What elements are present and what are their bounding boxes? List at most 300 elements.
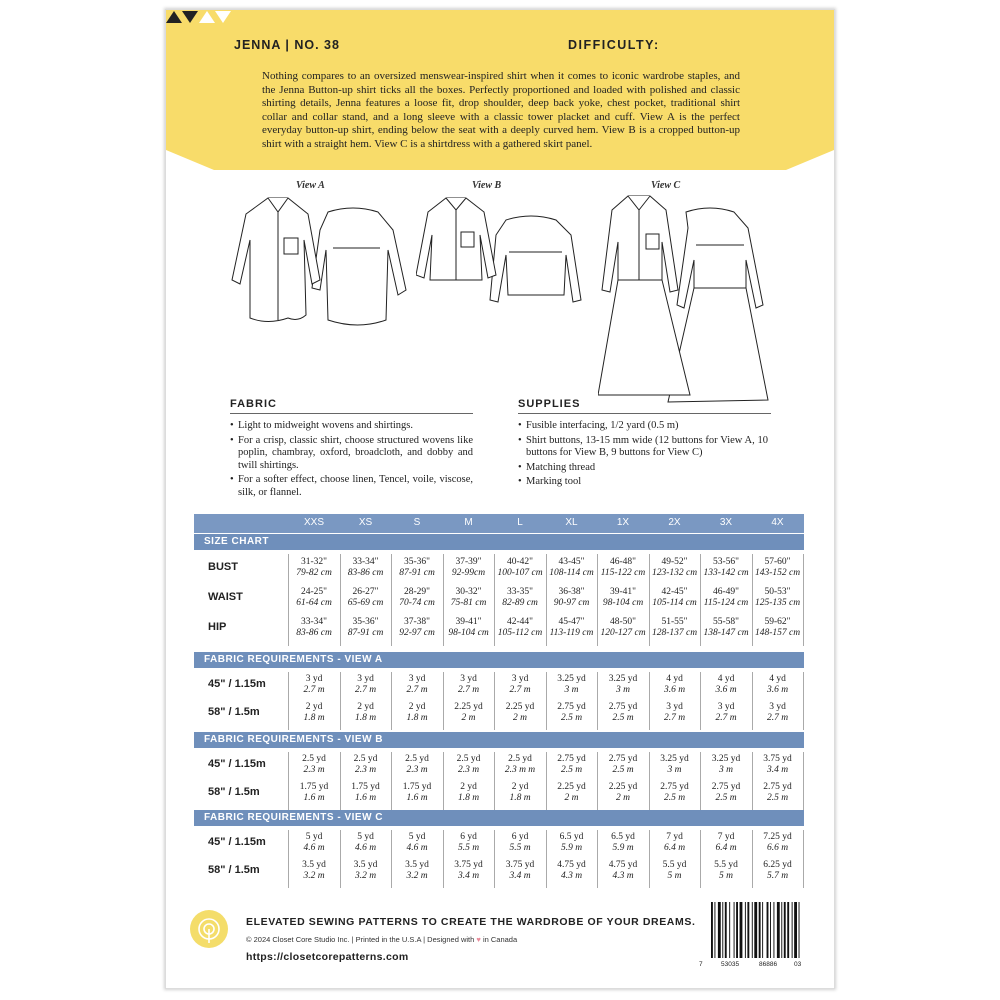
table-cell	[650, 860, 700, 882]
barcode-bar	[762, 902, 763, 958]
table-cell	[289, 860, 339, 882]
barcode-bar	[752, 902, 753, 958]
barcode-digit-suffix: 03	[794, 961, 802, 968]
barcode-bar	[770, 902, 771, 958]
size-column-header: 2X	[668, 517, 681, 528]
cell-metric-value: 125-135 cm	[754, 598, 801, 608]
barcode-bar	[734, 902, 735, 958]
table-cell	[598, 832, 648, 854]
cell-metric-value: 100-107 cm	[497, 568, 543, 578]
cell-metric-value: 4.3 m	[560, 871, 583, 881]
size-column-header: XS	[358, 517, 373, 528]
cell-metric-value: 87-91 cm	[347, 628, 384, 638]
cell-metric-value: 2 m	[616, 793, 630, 803]
cell-metric-value: 5 m	[719, 871, 733, 881]
cell-metric-value: 4.3 m	[612, 871, 634, 881]
table-cell	[289, 557, 339, 579]
table-cell	[392, 587, 442, 609]
table-cell	[547, 860, 597, 882]
table-cell	[650, 617, 700, 639]
difficulty-rating	[166, 10, 238, 24]
cell-primary-value: 39-41"	[609, 587, 637, 597]
row-label: 45" / 1.15m	[208, 836, 266, 848]
cell-metric-value: 2.7 m	[715, 713, 737, 723]
barcode-bar	[773, 902, 774, 958]
cell-primary-value: 30-32"	[455, 587, 482, 597]
cell-metric-value: 2.5 m	[663, 793, 686, 803]
section-band	[194, 810, 804, 826]
table-cell	[753, 754, 803, 776]
cell-primary-value: 4 yd	[666, 674, 683, 684]
cell-primary-value: 37-38"	[403, 617, 431, 627]
cell-metric-value: 1.6 m	[406, 793, 428, 803]
table-cell	[495, 557, 545, 579]
cell-primary-value: 42-44"	[506, 617, 534, 627]
barcode-bar	[784, 902, 786, 958]
barcode-bar	[745, 902, 746, 958]
supplies-item: • Shirt buttons, 13-15 mm wide (12 buttons for View A, 10 buttons for View B, 9 buttons for View C)	[518, 435, 768, 460]
table-cell	[444, 832, 494, 854]
section-band	[194, 534, 804, 550]
table-cell	[547, 702, 597, 724]
cell-primary-value: 2.75 yd	[763, 782, 792, 792]
cell-primary-value: 1.75 yd	[351, 782, 380, 792]
table-cell	[547, 617, 597, 639]
difficulty-filled-triangle-icon	[166, 11, 182, 23]
cell-primary-value: 51-55"	[661, 617, 688, 627]
cell-primary-value: 53-56"	[712, 557, 740, 567]
cell-metric-value: 143-152 cm	[754, 568, 801, 578]
cell-primary-value: 2 yd	[305, 702, 323, 712]
size-header-row	[194, 514, 804, 533]
cell-metric-value: 2.7 m	[354, 685, 377, 695]
barcode-bar	[759, 902, 761, 958]
barcode-bar	[754, 902, 757, 958]
row-label: BUST	[208, 561, 238, 573]
barcode-bar	[718, 902, 721, 958]
table-cell	[650, 557, 700, 579]
cell-primary-value: 2.25 yd	[454, 702, 483, 712]
table-cell	[495, 782, 545, 804]
cell-primary-value: 2.25 yd	[557, 782, 586, 792]
table-cell	[392, 557, 442, 579]
difficulty-outline-triangle-icon	[199, 11, 215, 23]
table-cell	[444, 860, 494, 882]
cell-metric-value: 2.3 m	[457, 765, 480, 775]
section-heading: FABRIC REQUIREMENTS - VIEW C	[204, 812, 384, 823]
heart-icon: ♥	[476, 935, 481, 944]
size-column-header: 3X	[719, 517, 733, 528]
cell-metric-value: 123-132 cm	[651, 568, 698, 578]
table-cell	[701, 702, 751, 724]
table-cell	[444, 702, 494, 724]
cell-metric-value: 2.7 m	[509, 685, 531, 695]
cell-primary-value: 55-58"	[712, 617, 740, 627]
cell-metric-value: 92-97 cm	[399, 628, 435, 638]
barcode-bar	[714, 902, 715, 958]
barcode-bar	[711, 902, 713, 958]
cell-metric-value: 3.2 m	[354, 871, 377, 881]
cell-primary-value: 4.75 yd	[557, 860, 586, 870]
cell-metric-value: 4.6 m	[406, 843, 428, 853]
cell-metric-value: 5.9 m	[612, 843, 634, 853]
table-cell	[495, 860, 545, 882]
section-band	[194, 652, 804, 668]
cell-metric-value: 2.5 m	[766, 793, 789, 803]
table-cell	[392, 754, 442, 776]
cell-primary-value: 2 yd	[408, 702, 426, 712]
cell-primary-value: 3.5 yd	[302, 860, 326, 870]
cell-metric-value: 3 m	[719, 765, 733, 775]
table-cell	[701, 860, 751, 882]
table-cell	[495, 702, 545, 724]
cell-primary-value: 2.75 yd	[711, 782, 741, 792]
table-cell	[444, 617, 494, 639]
cell-primary-value: 3 yd	[460, 674, 477, 684]
cell-primary-value: 59-62"	[764, 617, 791, 627]
cell-primary-value: 3 yd	[666, 702, 683, 712]
row-label: 45" / 1.15m	[208, 678, 266, 690]
copyright-text: © 2024 Closet Core Studio Inc. | Printed in the U.S.A | Designed with	[246, 935, 475, 944]
cell-primary-value: 3.25 yd	[608, 674, 638, 684]
cell-primary-value: 5.5 yd	[662, 860, 687, 870]
barcode-bar	[747, 902, 749, 958]
view-c-shirtdress-illustration	[598, 190, 778, 410]
table-cell	[650, 702, 700, 724]
cell-metric-value: 1.8 m	[354, 713, 377, 723]
cell-primary-value: 5 yd	[408, 832, 426, 842]
cell-metric-value: 2.5 m	[560, 765, 583, 775]
table-cell	[289, 617, 339, 639]
table-cell	[495, 674, 545, 696]
cell-primary-value: 3 yd	[305, 674, 323, 684]
row-label: 58" / 1.5m	[208, 864, 260, 876]
cell-metric-value: 2.3 m m	[504, 765, 536, 775]
table-cell	[289, 754, 339, 776]
cell-metric-value: 3 m	[616, 685, 630, 695]
cell-primary-value: 2 yd	[511, 782, 529, 792]
cell-metric-value: 3 m	[564, 685, 579, 695]
cell-primary-value: 50-53"	[764, 587, 791, 597]
cell-primary-value: 46-48"	[609, 557, 637, 567]
table-cell	[650, 832, 700, 854]
cell-primary-value: 3 yd	[717, 702, 735, 712]
cell-metric-value: 2.3 m	[303, 765, 325, 775]
cell-primary-value: 36-38"	[558, 587, 585, 597]
footer-tagline: ELEVATED SEWING PATTERNS TO CREATE THE WARDROBE OF YOUR DREAMS.	[246, 916, 696, 928]
cell-metric-value: 133-142 cm	[703, 568, 749, 578]
cell-primary-value: 37-39"	[455, 557, 482, 567]
table-cell	[701, 587, 751, 609]
fabric-item: • For a softer effect, choose linen, Tencel, voile, viscose, silk, or flannel.	[230, 474, 473, 499]
cell-metric-value: 108-114 cm	[549, 568, 594, 578]
cell-primary-value: 33-35"	[506, 587, 534, 597]
cell-metric-value: 2 m	[513, 713, 527, 723]
cell-metric-value: 6.4 m	[663, 843, 686, 853]
table-cell	[392, 832, 442, 854]
size-column-header: XXS	[303, 517, 324, 528]
cell-metric-value: 3.2 m	[406, 871, 428, 881]
table-cell	[547, 557, 597, 579]
table-cell	[753, 782, 803, 804]
table-cell	[598, 617, 648, 639]
cell-metric-value: 1.8 m	[406, 713, 428, 723]
cell-metric-value: 79-82 cm	[296, 568, 332, 578]
cell-primary-value: 31-32"	[300, 557, 328, 567]
table-cell	[444, 587, 494, 609]
table-cell	[598, 782, 648, 804]
barcode-digit-group: 53035	[721, 961, 740, 968]
cell-primary-value: 2 yd	[460, 782, 477, 792]
website-link[interactable]: https://closetcorepatterns.com	[246, 951, 409, 963]
column-divider	[803, 672, 804, 730]
cell-primary-value: 7 yd	[717, 832, 735, 842]
cell-primary-value: 45-47"	[558, 617, 585, 627]
cell-primary-value: 2.5 yd	[302, 754, 326, 764]
cell-metric-value: 2 m	[461, 713, 476, 723]
cell-metric-value: 75-81 cm	[450, 598, 487, 608]
cell-primary-value: 1.75 yd	[299, 782, 329, 792]
barcode-bar	[725, 902, 727, 958]
cell-metric-value: 113-119 cm	[549, 628, 594, 638]
cell-metric-value: 98-104 cm	[602, 598, 644, 608]
row-label: WAIST	[208, 591, 243, 603]
fabric-item: • For a crisp, classic shirt, choose structured wovens like poplin, chambray, oxford, broadcloth, and dobby and twill shirtings.	[230, 435, 473, 473]
table-cell	[341, 782, 391, 804]
table-cell	[598, 587, 648, 609]
table-cell	[341, 557, 391, 579]
cell-metric-value: 3.4 m	[509, 871, 531, 881]
table-cell	[547, 754, 597, 776]
section-heading: FABRIC REQUIREMENTS - VIEW A	[204, 654, 383, 665]
barcode-bar	[729, 902, 730, 958]
cell-metric-value: 2 m	[564, 793, 579, 803]
table-cell	[392, 860, 442, 882]
cell-metric-value: 148-157 cm	[754, 628, 801, 638]
barcode-bar	[781, 902, 782, 958]
pattern-description: Nothing compares to an oversized menswear-inspired shirt when it comes to iconic wardrobe staples, and the Jenna Button-up shirt ticks all the boxes. Perfectly proportioned and loaded with polished and classic shirting details, Jenna features a loose fit, drop shoulder, deep back yoke, chest pocket, traditional shirt collar and collar stand, and a long sleeve with a classic tower placket and cuff. View A is the perfect everyday button-up shirt, ending below the seat with a deeply curved hem. View B is a cropped button-up shirt with a straight hem. View C is a shirtdress with a gathered skirt panel.	[262, 70, 740, 150]
table-cell	[650, 782, 700, 804]
table-cell	[650, 754, 700, 776]
cell-metric-value: 3.6 m	[766, 685, 789, 695]
view-b-shirt-illustration	[416, 190, 586, 320]
barcode-bar	[777, 902, 780, 958]
cell-metric-value: 3.4 m	[766, 765, 789, 775]
cell-primary-value: 43-45"	[558, 557, 585, 567]
cell-metric-value: 70-74 cm	[399, 598, 435, 608]
size-column-header: XL	[565, 517, 578, 528]
cell-metric-value: 2.7 m	[663, 713, 686, 723]
table-cell	[495, 832, 545, 854]
table-cell	[547, 674, 597, 696]
barcode-bar	[799, 902, 800, 958]
cell-primary-value: 3.25 yd	[711, 754, 741, 764]
cell-metric-value: 3.4 m	[457, 871, 480, 881]
cell-metric-value: 2.7 m	[406, 685, 428, 695]
row-label: HIP	[208, 621, 227, 633]
cell-metric-value: 4.6 m	[303, 843, 325, 853]
cell-metric-value: 115-122 cm	[600, 568, 646, 578]
cell-metric-value: 105-112 cm	[497, 628, 543, 638]
view-c-label: View C	[651, 180, 681, 191]
row-label: 45" / 1.15m	[208, 758, 266, 770]
cell-metric-value: 5 m	[667, 871, 682, 881]
barcode-bar	[736, 902, 738, 958]
barcode-digit-prefix: 7	[699, 961, 703, 968]
view-a-label: View A	[296, 180, 325, 191]
difficulty-outline-inverted-triangle-icon	[215, 11, 231, 23]
cell-metric-value: 5.7 m	[766, 871, 789, 881]
cell-primary-value: 49-52"	[661, 557, 688, 567]
cell-metric-value: 2.7 m	[457, 685, 480, 695]
table-cell	[289, 782, 339, 804]
size-column-header: L	[517, 517, 523, 528]
table-cell	[495, 587, 545, 609]
column-divider	[803, 830, 804, 888]
barcode-bar	[792, 902, 793, 958]
table-cell	[598, 860, 648, 882]
table-cell	[547, 587, 597, 609]
fabric-list	[230, 420, 473, 501]
cell-primary-value: 2.75 yd	[660, 782, 689, 792]
table-cell	[701, 617, 751, 639]
table-cell	[341, 832, 391, 854]
table-cell	[341, 587, 391, 609]
view-b-label: View B	[472, 180, 502, 191]
closet-core-logo-icon	[190, 910, 228, 948]
fabric-heading: FABRIC	[230, 398, 277, 410]
column-divider	[803, 752, 804, 810]
supplies-item: • Fusible interfacing, 1/2 yard (0.5 m)	[518, 420, 768, 433]
cell-primary-value: 1.75 yd	[402, 782, 432, 792]
cell-primary-value: 2.5 yd	[456, 754, 481, 764]
table-cell	[341, 860, 391, 882]
row-label: 58" / 1.5m	[208, 706, 260, 718]
barcode	[707, 902, 800, 960]
cell-primary-value: 3 yd	[408, 674, 426, 684]
table-cell	[444, 754, 494, 776]
size-column-header: M	[464, 517, 473, 528]
cell-primary-value: 2.75 yd	[608, 702, 638, 712]
table-cell	[392, 617, 442, 639]
barcode-bar	[767, 902, 769, 958]
section-heading: FABRIC REQUIREMENTS - VIEW B	[204, 734, 384, 745]
row-label: 58" / 1.5m	[208, 786, 260, 798]
section-heading: SIZE CHART	[204, 536, 269, 547]
table-cell	[650, 587, 700, 609]
cell-metric-value: 83-86 cm	[296, 628, 332, 638]
cell-primary-value: 2.5 yd	[508, 754, 532, 764]
cell-metric-value: 5.5 m	[457, 843, 480, 853]
cell-primary-value: 3.75 yd	[505, 860, 535, 870]
barcode-bar	[722, 902, 723, 958]
table-cell	[392, 782, 442, 804]
table-cell	[392, 674, 442, 696]
cell-metric-value: 1.6 m	[354, 793, 377, 803]
cell-metric-value: 2.5 m	[560, 713, 583, 723]
cell-metric-value: 5.9 m	[560, 843, 583, 853]
cell-metric-value: 3.2 m	[303, 871, 325, 881]
cell-primary-value: 35-36"	[403, 557, 431, 567]
table-cell	[341, 702, 391, 724]
table-cell	[392, 702, 442, 724]
table-cell	[341, 617, 391, 639]
section-band	[194, 732, 804, 748]
table-cell	[701, 754, 751, 776]
cell-primary-value: 33-34"	[352, 557, 379, 567]
cell-primary-value: 2.75 yd	[557, 702, 586, 712]
cell-metric-value: 92-99cm	[451, 568, 486, 578]
cell-primary-value: 48-50"	[609, 617, 637, 627]
cell-primary-value: 7 yd	[666, 832, 683, 842]
cell-metric-value: 87-91 cm	[399, 568, 435, 578]
cell-primary-value: 35-36"	[352, 617, 379, 627]
cell-primary-value: 2.5 yd	[405, 754, 429, 764]
table-cell	[444, 557, 494, 579]
cell-primary-value: 2.75 yd	[557, 754, 586, 764]
cell-primary-value: 3 yd	[357, 674, 374, 684]
cell-primary-value: 2.25 yd	[505, 702, 535, 712]
in-canada-text: in Canada	[482, 935, 518, 944]
cell-metric-value: 2.7 m	[303, 685, 325, 695]
cell-metric-value: 2.5 m	[715, 793, 737, 803]
table-cell	[289, 832, 339, 854]
cell-primary-value: 3.75 yd	[763, 754, 792, 764]
cell-primary-value: 4 yd	[769, 674, 786, 684]
footer-copyright	[246, 935, 517, 944]
table-cell	[753, 617, 803, 639]
cell-metric-value: 2.3 m	[354, 765, 377, 775]
cell-metric-value: 3.6 m	[715, 685, 737, 695]
cell-primary-value: 40-42"	[506, 557, 534, 567]
cell-primary-value: 33-34"	[300, 617, 328, 627]
cell-primary-value: 6 yd	[460, 832, 477, 842]
size-column-header: S	[413, 517, 421, 528]
cell-metric-value: 90-97 cm	[553, 598, 590, 608]
supplies-list	[518, 420, 768, 491]
table-cell	[650, 674, 700, 696]
cell-primary-value: 42-45"	[661, 587, 688, 597]
fabric-rule	[230, 413, 473, 414]
cell-metric-value: 3.6 m	[663, 685, 686, 695]
cell-metric-value: 128-137 cm	[651, 628, 698, 638]
cell-primary-value: 6.5 yd	[559, 832, 584, 842]
table-cell	[341, 754, 391, 776]
cell-primary-value: 39-41"	[455, 617, 482, 627]
cell-metric-value: 5.5 m	[509, 843, 531, 853]
cell-primary-value: 26-27"	[352, 587, 379, 597]
view-a-shirt-illustration	[228, 190, 428, 340]
cell-metric-value: 2.3 m	[406, 765, 428, 775]
cell-primary-value: 7.25 yd	[763, 832, 792, 842]
cell-metric-value: 2.5 m	[612, 713, 634, 723]
barcode-bar	[787, 902, 789, 958]
cell-metric-value: 6.6 m	[766, 843, 789, 853]
table-cell	[701, 782, 751, 804]
barcode-bar	[794, 902, 797, 958]
cell-metric-value: 2.7 m	[766, 713, 789, 723]
cell-primary-value: 3.5 yd	[353, 860, 378, 870]
table-cell	[289, 674, 339, 696]
cell-metric-value: 98-104 cm	[448, 628, 489, 638]
cell-metric-value: 61-64 cm	[296, 598, 332, 608]
cell-primary-value: 5 yd	[357, 832, 374, 842]
cell-primary-value: 6.25 yd	[763, 860, 792, 870]
cell-metric-value: 138-147 cm	[703, 628, 749, 638]
cell-metric-value: 105-114 cm	[652, 598, 697, 608]
difficulty-filled-inverted-triangle-icon	[182, 11, 198, 23]
table-cell	[753, 702, 803, 724]
